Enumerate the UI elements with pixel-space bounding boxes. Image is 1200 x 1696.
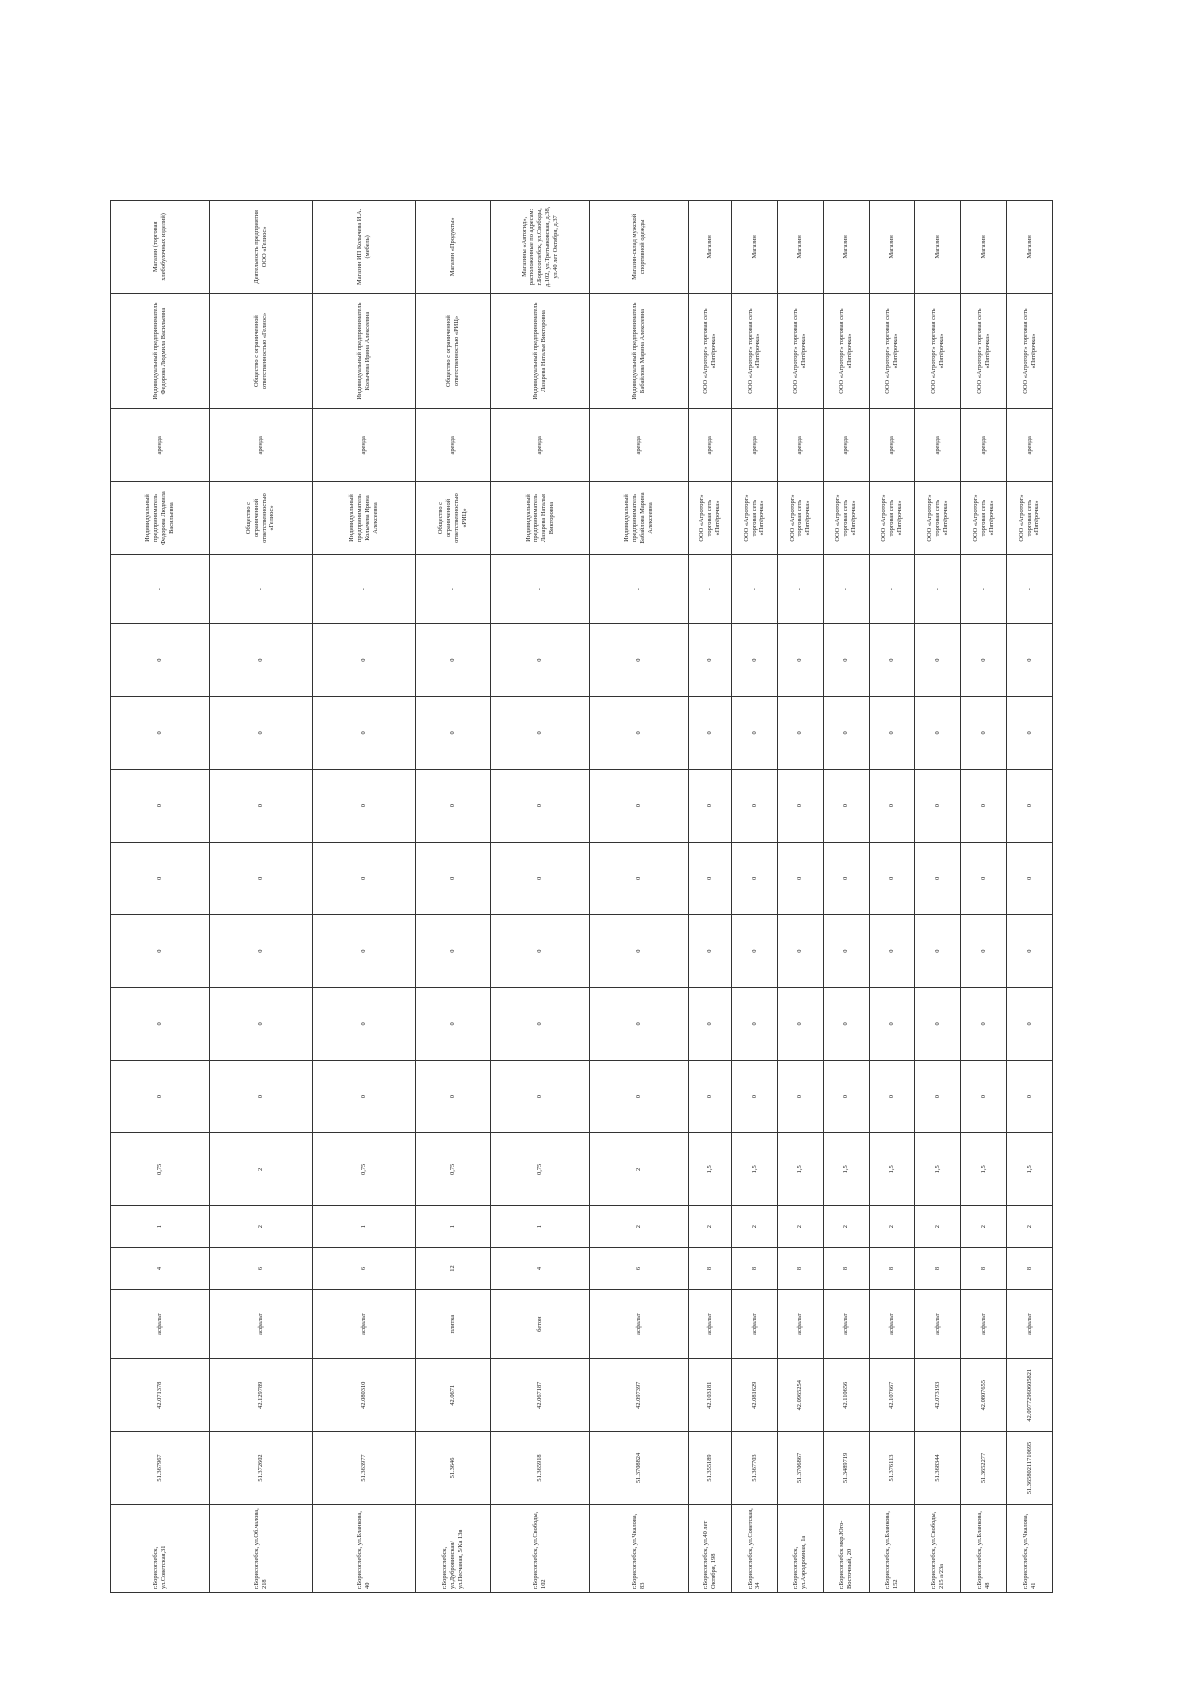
latitude-cell: 51.3489719 [823, 1432, 869, 1505]
source-cell: Магазин ИП Колычева И.А. (мебель) [312, 201, 415, 294]
zero-cell-5: 0 [915, 769, 961, 842]
right-cell: аренда [209, 409, 312, 482]
zero-cell-6: 0 [209, 697, 312, 770]
zero-cell-6: 0 [915, 697, 961, 770]
zero-cell-7: 0 [1007, 624, 1053, 697]
zero-cell-5: 0 [209, 769, 312, 842]
zero-cell-4: 0 [209, 842, 312, 915]
owner-cell: Индивидуальный предприниматель Колычева Ирина Алексеевна [312, 482, 415, 555]
surface-cell: асфальт [777, 1289, 823, 1358]
dash-cell: - [415, 554, 491, 623]
surface-cell: асфальт [688, 1289, 732, 1358]
volume-cell: 2 [589, 1133, 688, 1206]
zero-cell-4: 0 [312, 842, 415, 915]
dash-cell: - [111, 554, 210, 623]
zero-cell-5: 0 [777, 769, 823, 842]
source-owner-cell: ООО «Агроторг» торговая сеть «Пятёрочка» [777, 293, 823, 409]
zero-cell-3: 0 [491, 915, 590, 988]
zero-cell-7: 0 [491, 624, 590, 697]
surface-cell: асфальт [589, 1289, 688, 1358]
address-cell: г.Борисоглебск, ул.Чкалова, 83 [589, 1504, 688, 1592]
latitude-cell: 51.355189 [688, 1432, 732, 1505]
zero-cell-3: 0 [961, 915, 1007, 988]
table-row [732, 201, 778, 1593]
source-owner-cell: Общество с ограниченной ответственностью «РИЦ» [415, 293, 491, 409]
table-row [312, 201, 415, 1593]
zero-cell-7: 0 [312, 624, 415, 697]
source-cell: Магазин «Продукты» [415, 201, 491, 294]
source-cell: Магазины «Автогид», расположенные по адресам: г.Борисоглебск, ул.Свободы, д.102, ул.Третьяковская, д.38, ул.40 лет Октября, д.37 [491, 201, 590, 294]
zero-cell-2: 0 [915, 988, 961, 1061]
address-cell: г.Борисоглебск, ул.Дубровинская/ул.Песчаная, 5/Ка 13в [415, 1504, 491, 1592]
source-cell: Магазин [1007, 201, 1053, 294]
zero-cell-5: 0 [823, 769, 869, 842]
volume-cell: 1,5 [961, 1133, 1007, 1206]
area-cell: 8 [1007, 1248, 1053, 1290]
zero-cell-3: 0 [415, 915, 491, 988]
zero-cell-5: 0 [1007, 769, 1053, 842]
right-cell: аренда [915, 409, 961, 482]
longitude-cell: 42.0807655 [961, 1359, 1007, 1432]
zero-cell-7: 0 [415, 624, 491, 697]
area-cell: 12 [415, 1248, 491, 1290]
zero-cell-2: 0 [415, 988, 491, 1061]
owner-cell: Индивидуальный предприниматель Бабайлова Марина Алексеевна [589, 482, 688, 555]
zero-cell-2: 0 [209, 988, 312, 1061]
dash-cell: - [823, 554, 869, 623]
right-cell: аренда [491, 409, 590, 482]
longitude-cell: 42.073193 [915, 1359, 961, 1432]
address-cell: г.Борисоглебск мкр.Юго-Восточный, 20 [823, 1504, 869, 1592]
right-cell: аренда [589, 409, 688, 482]
zero-cell-4: 0 [589, 842, 688, 915]
zero-cell-1: 0 [915, 1060, 961, 1133]
area-cell: 8 [688, 1248, 732, 1290]
zero-cell-2: 0 [732, 988, 778, 1061]
zero-cell-2: 0 [111, 988, 210, 1061]
table-row [491, 201, 590, 1593]
longitude-cell: 42.080310 [312, 1359, 415, 1432]
owner-cell: Общество с ограниченной ответственностью «Гелиос» [209, 482, 312, 555]
longitude-cell: 42.097397 [589, 1359, 688, 1432]
owner-cell: ООО «Агроторг» торговая сеть «Пятёрочка» [777, 482, 823, 555]
dash-cell: - [869, 554, 915, 623]
containers-cell: 1 [491, 1206, 590, 1248]
dash-cell: - [777, 554, 823, 623]
area-cell: 8 [777, 1248, 823, 1290]
source-owner-cell: Индивидуальный предприниматель Бабайлова Марина Алексеевна [589, 293, 688, 409]
zero-cell-3: 0 [869, 915, 915, 988]
dash-cell: - [491, 554, 590, 623]
zero-cell-3: 0 [209, 915, 312, 988]
containers-cell: 2 [777, 1206, 823, 1248]
source-owner-cell: Индивидуальный предприниматель Федорова Людмила Васильевна [111, 293, 210, 409]
zero-cell-6: 0 [823, 697, 869, 770]
containers-cell: 2 [823, 1206, 869, 1248]
dash-cell: - [589, 554, 688, 623]
zero-cell-5: 0 [415, 769, 491, 842]
zero-cell-3: 0 [1007, 915, 1053, 988]
latitude-cell: 51.3708824 [589, 1432, 688, 1505]
area-cell: 4 [491, 1248, 590, 1290]
address-cell: г.Борисоглебск, ул.Аэродромная, 1а [777, 1504, 823, 1592]
source-owner-cell: ООО «Агроторг» торговая сеть «Пятёрочка» [869, 293, 915, 409]
owner-cell: ООО «Агроторг» торговая сеть «Пятёрочка» [915, 482, 961, 555]
latitude-cell: 51.36580211710695 [1007, 1432, 1053, 1505]
owner-cell: ООО «Агроторг» торговая сеть «Пятёрочка» [688, 482, 732, 555]
zero-cell-1: 0 [209, 1060, 312, 1133]
surface-cell: асфальт [915, 1289, 961, 1358]
source-owner-cell: ООО «Агроторг» торговая сеть «Пятёрочка» [915, 293, 961, 409]
zero-cell-6: 0 [111, 697, 210, 770]
zero-cell-4: 0 [415, 842, 491, 915]
latitude-cell: 51.372602 [209, 1432, 312, 1505]
zero-cell-5: 0 [491, 769, 590, 842]
right-cell: аренда [732, 409, 778, 482]
zero-cell-4: 0 [111, 842, 210, 915]
table-row [961, 201, 1007, 1593]
area-cell: 4 [111, 1248, 210, 1290]
containers-cell: 2 [961, 1206, 1007, 1248]
longitude-cell: 42.067187 [491, 1359, 590, 1432]
right-cell: аренда [415, 409, 491, 482]
zero-cell-1: 0 [961, 1060, 1007, 1133]
volume-cell: 1,5 [869, 1133, 915, 1206]
area-cell: 8 [823, 1248, 869, 1290]
dash-cell: - [732, 554, 778, 623]
source-cell: Магазин [732, 201, 778, 294]
source-cell: Магазин [961, 201, 1007, 294]
source-owner-cell: ООО «Агроторг» торговая сеть «Пятёрочка» [1007, 293, 1053, 409]
zero-cell-1: 0 [589, 1060, 688, 1133]
zero-cell-4: 0 [732, 842, 778, 915]
zero-cell-2: 0 [312, 988, 415, 1061]
address-cell: г.Борисоглебск, ул.Свободы, 102 [491, 1504, 590, 1592]
table-row [589, 201, 688, 1593]
zero-cell-6: 0 [312, 697, 415, 770]
zero-cell-1: 0 [415, 1060, 491, 1133]
zero-cell-5: 0 [312, 769, 415, 842]
area-cell: 8 [732, 1248, 778, 1290]
latitude-cell: 51.3706867 [777, 1432, 823, 1505]
area-cell: 6 [312, 1248, 415, 1290]
surface-cell: асфальт [823, 1289, 869, 1358]
zero-cell-7: 0 [589, 624, 688, 697]
zero-cell-4: 0 [777, 842, 823, 915]
zero-cell-3: 0 [915, 915, 961, 988]
surface-cell: асфальт [1007, 1289, 1053, 1358]
dash-cell: - [312, 554, 415, 623]
volume-cell: 2 [209, 1133, 312, 1206]
owner-cell: ООО «Агроторг» торговая сеть «Пятёрочка» [823, 482, 869, 555]
source-owner-cell: ООО «Агроторг» торговая сеть «Пятёрочка» [688, 293, 732, 409]
zero-cell-7: 0 [915, 624, 961, 697]
surface-cell: бетон [491, 1289, 590, 1358]
source-cell: Магазин-склад мужской спортивной одежды [589, 201, 688, 294]
zero-cell-6: 0 [415, 697, 491, 770]
containers-cell: 1 [111, 1206, 210, 1248]
zero-cell-7: 0 [777, 624, 823, 697]
volume-cell: 0,75 [111, 1133, 210, 1206]
surface-cell: асфальт [732, 1289, 778, 1358]
longitude-cell: 42.0965254 [777, 1359, 823, 1432]
right-cell: аренда [111, 409, 210, 482]
owner-cell: Общество с ограниченной ответственностью «РИЦ» [415, 482, 491, 555]
address-cell: г.Борисоглебск, ул.Об.чалова, 218 [209, 1504, 312, 1592]
zero-cell-6: 0 [491, 697, 590, 770]
surface-cell: асфальт [869, 1289, 915, 1358]
area-cell: 8 [869, 1248, 915, 1290]
zero-cell-5: 0 [111, 769, 210, 842]
zero-cell-5: 0 [688, 769, 732, 842]
zero-cell-4: 0 [869, 842, 915, 915]
zero-cell-2: 0 [869, 988, 915, 1061]
table-row [688, 201, 732, 1593]
zero-cell-2: 0 [823, 988, 869, 1061]
containers-cell: 2 [1007, 1206, 1053, 1248]
zero-cell-1: 0 [491, 1060, 590, 1133]
right-cell: аренда [312, 409, 415, 482]
surface-cell: асфальт [961, 1289, 1007, 1358]
zero-cell-1: 0 [312, 1060, 415, 1133]
right-cell: аренда [961, 409, 1007, 482]
longitude-cell: 42.0671 [415, 1359, 491, 1432]
zero-cell-2: 0 [688, 988, 732, 1061]
owner-cell: Индивидуальный предприниматель Лазарева Наталья Викторовна [491, 482, 590, 555]
zero-cell-2: 0 [491, 988, 590, 1061]
zero-cell-1: 0 [688, 1060, 732, 1133]
zero-cell-6: 0 [777, 697, 823, 770]
containers-cell: 2 [209, 1206, 312, 1248]
zero-cell-5: 0 [869, 769, 915, 842]
waste-sites-table [110, 200, 1053, 1593]
zero-cell-4: 0 [1007, 842, 1053, 915]
source-owner-cell: Индивидуальный предприниматель Колычева Ирина Алексеевна [312, 293, 415, 409]
zero-cell-4: 0 [491, 842, 590, 915]
right-cell: аренда [1007, 409, 1053, 482]
zero-cell-3: 0 [111, 915, 210, 988]
area-cell: 8 [915, 1248, 961, 1290]
latitude-cell: 51.365918 [491, 1432, 590, 1505]
zero-cell-3: 0 [688, 915, 732, 988]
longitude-cell: 42.107667 [869, 1359, 915, 1432]
dash-cell: - [961, 554, 1007, 623]
right-cell: аренда [869, 409, 915, 482]
volume-cell: 1,5 [915, 1133, 961, 1206]
address-cell: г.Борисоглебск, ул.Советская, 34 [732, 1504, 778, 1592]
table-row [915, 201, 961, 1593]
table-row [1007, 201, 1053, 1593]
latitude-cell: 51.363977 [312, 1432, 415, 1505]
owner-cell: ООО «Агроторг» торговая сеть «Пятёрочка» [732, 482, 778, 555]
area-cell: 6 [589, 1248, 688, 1290]
latitude-cell: 51.3646 [415, 1432, 491, 1505]
dash-cell: - [209, 554, 312, 623]
source-owner-cell: ООО «Агроторг» торговая сеть «Пятёрочка» [823, 293, 869, 409]
zero-cell-3: 0 [823, 915, 869, 988]
zero-cell-1: 0 [823, 1060, 869, 1133]
source-cell: Деятельность предприятия ООО «Гелиос» [209, 201, 312, 294]
longitude-cell: 42.071378 [111, 1359, 210, 1432]
zero-cell-7: 0 [209, 624, 312, 697]
containers-cell: 2 [732, 1206, 778, 1248]
owner-cell: ООО «Агроторг» торговая сеть «Пятёрочка» [961, 482, 1007, 555]
table-row [111, 201, 210, 1593]
zero-cell-3: 0 [589, 915, 688, 988]
volume-cell: 1,5 [732, 1133, 778, 1206]
zero-cell-4: 0 [961, 842, 1007, 915]
surface-cell: асфальт [209, 1289, 312, 1358]
longitude-cell: 42.129789 [209, 1359, 312, 1432]
zero-cell-3: 0 [312, 915, 415, 988]
volume-cell: 1,5 [1007, 1133, 1053, 1206]
zero-cell-6: 0 [869, 697, 915, 770]
longitude-cell: 42.110656 [823, 1359, 869, 1432]
area-cell: 6 [209, 1248, 312, 1290]
zero-cell-3: 0 [777, 915, 823, 988]
owner-cell: Индивидуальный предприниматель Федорова Людмила Васильевна [111, 482, 210, 555]
volume-cell: 1,5 [688, 1133, 732, 1206]
source-cell: Магазин [823, 201, 869, 294]
address-cell: г.Борисоглебск, ул.Чкалова, 41 [1007, 1504, 1053, 1592]
source-owner-cell: Общество с ограниченной ответственностью «Гелиос» [209, 293, 312, 409]
zero-cell-1: 0 [1007, 1060, 1053, 1133]
latitude-cell: 51.3652277 [961, 1432, 1007, 1505]
zero-cell-6: 0 [589, 697, 688, 770]
zero-cell-5: 0 [589, 769, 688, 842]
zero-cell-1: 0 [111, 1060, 210, 1133]
dash-cell: - [1007, 554, 1053, 623]
table-row [869, 201, 915, 1593]
zero-cell-5: 0 [961, 769, 1007, 842]
table-row [209, 201, 312, 1593]
latitude-cell: 51.367967 [111, 1432, 210, 1505]
containers-cell: 2 [869, 1206, 915, 1248]
surface-cell: асфальт [312, 1289, 415, 1358]
owner-cell: ООО «Агроторг» торговая сеть «Пятёрочка» [1007, 482, 1053, 555]
zero-cell-1: 0 [777, 1060, 823, 1133]
zero-cell-4: 0 [688, 842, 732, 915]
zero-cell-1: 0 [869, 1060, 915, 1133]
source-cell: Магазин [688, 201, 732, 294]
containers-cell: 1 [415, 1206, 491, 1248]
surface-cell: плитка [415, 1289, 491, 1358]
containers-cell: 2 [915, 1206, 961, 1248]
containers-cell: 2 [688, 1206, 732, 1248]
zero-cell-7: 0 [688, 624, 732, 697]
rotated-table-wrapper [110, 200, 1053, 1593]
volume-cell: 0,75 [312, 1133, 415, 1206]
address-cell: г.Борисоглебск, ул.40 лет Октября, 198 [688, 1504, 732, 1592]
address-cell: г.Борисоглебск, ул.Бланкова, 40 [312, 1504, 415, 1592]
zero-cell-6: 0 [961, 697, 1007, 770]
zero-cell-6: 0 [732, 697, 778, 770]
source-owner-cell: ООО «Агроторг» торговая сеть «Пятёрочка» [732, 293, 778, 409]
dash-cell: - [915, 554, 961, 623]
latitude-cell: 51.376113 [869, 1432, 915, 1505]
right-cell: аренда [823, 409, 869, 482]
source-owner-cell: Индивидуальный предприниматель Лазарева Наталья Викторовна [491, 293, 590, 409]
zero-cell-4: 0 [915, 842, 961, 915]
zero-cell-3: 0 [732, 915, 778, 988]
address-cell: г.Борисоглебск, ул.Свободы, 215 а/23а [915, 1504, 961, 1592]
source-cell: Магазин [777, 201, 823, 294]
volume-cell: 1,5 [777, 1133, 823, 1206]
latitude-cell: 51.367703 [732, 1432, 778, 1505]
source-cell: Магазин [869, 201, 915, 294]
zero-cell-1: 0 [732, 1060, 778, 1133]
owner-cell: ООО «Агроторг» торговая сеть «Пятёрочка» [869, 482, 915, 555]
zero-cell-7: 0 [869, 624, 915, 697]
zero-cell-2: 0 [1007, 988, 1053, 1061]
longitude-cell: 42.081629 [732, 1359, 778, 1432]
zero-cell-5: 0 [732, 769, 778, 842]
source-cell: Магазин [915, 201, 961, 294]
source-cell: Магазин (торговая хлебобулочных изделий) [111, 201, 210, 294]
containers-cell: 1 [312, 1206, 415, 1248]
longitude-cell: 42.09772960605821 [1007, 1359, 1053, 1432]
zero-cell-6: 0 [1007, 697, 1053, 770]
source-owner-cell: ООО «Агроторг» торговая сеть «Пятёрочка» [961, 293, 1007, 409]
zero-cell-2: 0 [589, 988, 688, 1061]
volume-cell: 0,75 [491, 1133, 590, 1206]
zero-cell-7: 0 [732, 624, 778, 697]
address-cell: г.Борисоглебск, ул.Советская,31 [111, 1504, 210, 1592]
zero-cell-6: 0 [688, 697, 732, 770]
address-cell: г.Борисоглебск, ул.Бланкова, 152 [869, 1504, 915, 1592]
latitude-cell: 51.368344 [915, 1432, 961, 1505]
surface-cell: асфальт [111, 1289, 210, 1358]
table-row [415, 201, 491, 1593]
table-row [777, 201, 823, 1593]
zero-cell-4: 0 [823, 842, 869, 915]
zero-cell-7: 0 [961, 624, 1007, 697]
zero-cell-2: 0 [777, 988, 823, 1061]
containers-cell: 2 [589, 1206, 688, 1248]
dash-cell: - [688, 554, 732, 623]
volume-cell: 0,75 [415, 1133, 491, 1206]
table-row [823, 201, 869, 1593]
right-cell: аренда [688, 409, 732, 482]
longitude-cell: 42.103181 [688, 1359, 732, 1432]
table-body [111, 201, 1053, 1593]
zero-cell-7: 0 [823, 624, 869, 697]
right-cell: аренда [777, 409, 823, 482]
area-cell: 8 [961, 1248, 1007, 1290]
zero-cell-7: 0 [111, 624, 210, 697]
volume-cell: 1,5 [823, 1133, 869, 1206]
address-cell: г.Борисоглебск, ул.Бланкова, 48 [961, 1504, 1007, 1592]
zero-cell-2: 0 [961, 988, 1007, 1061]
